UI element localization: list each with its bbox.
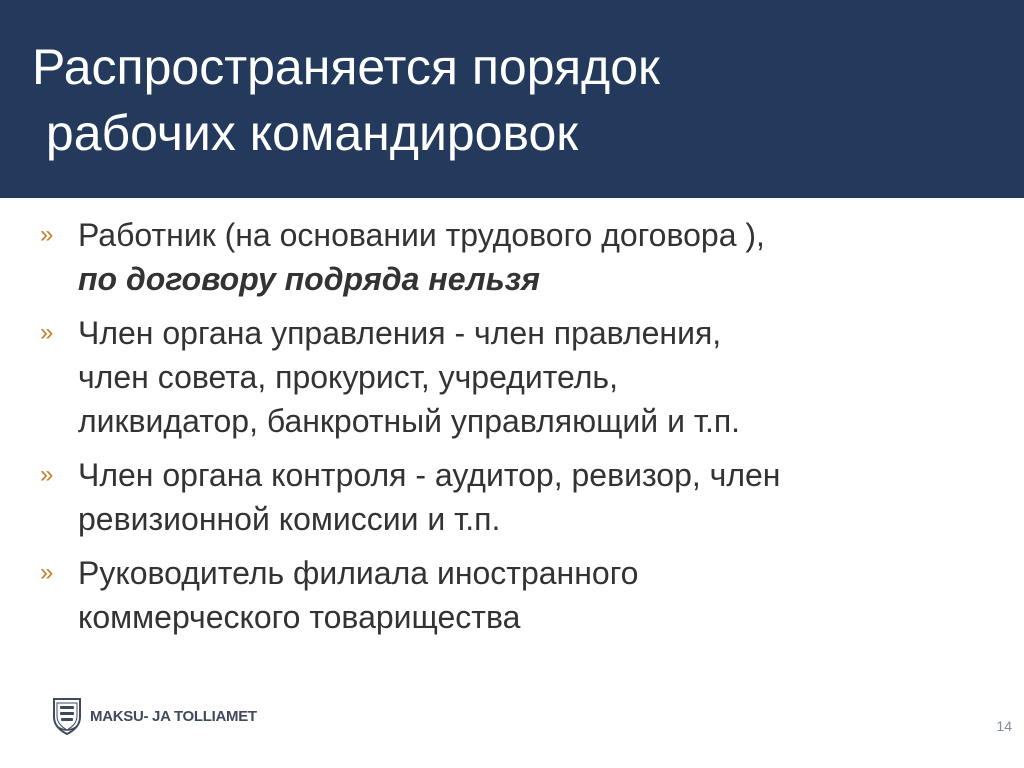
slide-title: [32, 34, 660, 166]
agency-logo: [52, 697, 257, 735]
bullet-text: Работник (на основании трудового договора ),: [78, 217, 765, 253]
title-bar: [0, 0, 1024, 198]
bullet-marker: »: [40, 559, 54, 586]
bullet-list: [40, 213, 1000, 649]
bullet-item-employee: [40, 213, 1000, 301]
bullet-marker: »: [40, 461, 54, 488]
page-number: 14: [996, 718, 1012, 734]
bullet-item-branch-head: [40, 551, 1000, 639]
bullet-marker: »: [40, 221, 54, 248]
bullet-text: коммерческого товарищества: [78, 599, 521, 635]
slide-title-line-1: Распространяется порядок: [32, 39, 660, 95]
bullet-emphasis: по договору подряда нельзя: [78, 261, 540, 297]
bullet-item-management-body: [40, 311, 1000, 443]
agency-name: MAKSU- JA TOLLIAMET: [90, 707, 257, 725]
slide-title-line-2: рабочих командировок: [32, 105, 579, 161]
bullet-text: Член органа контроля - аудитор, ревизор, член: [78, 457, 781, 493]
bullet-text: Руководитель филиала иностранного: [78, 555, 639, 591]
bullet-text: ликвидатор, банкротный управляющий и т.п.: [78, 403, 741, 439]
bullet-marker: »: [40, 319, 54, 346]
bullet-text: ревизионной комиссии и т.п.: [78, 501, 501, 537]
bullet-item-control-body: [40, 453, 1000, 541]
bullet-text: член совета, прокурист, учредитель,: [78, 359, 618, 395]
bullet-text: Член органа управления - член правления,: [78, 315, 722, 351]
coat-of-arms-icon: [52, 697, 82, 735]
